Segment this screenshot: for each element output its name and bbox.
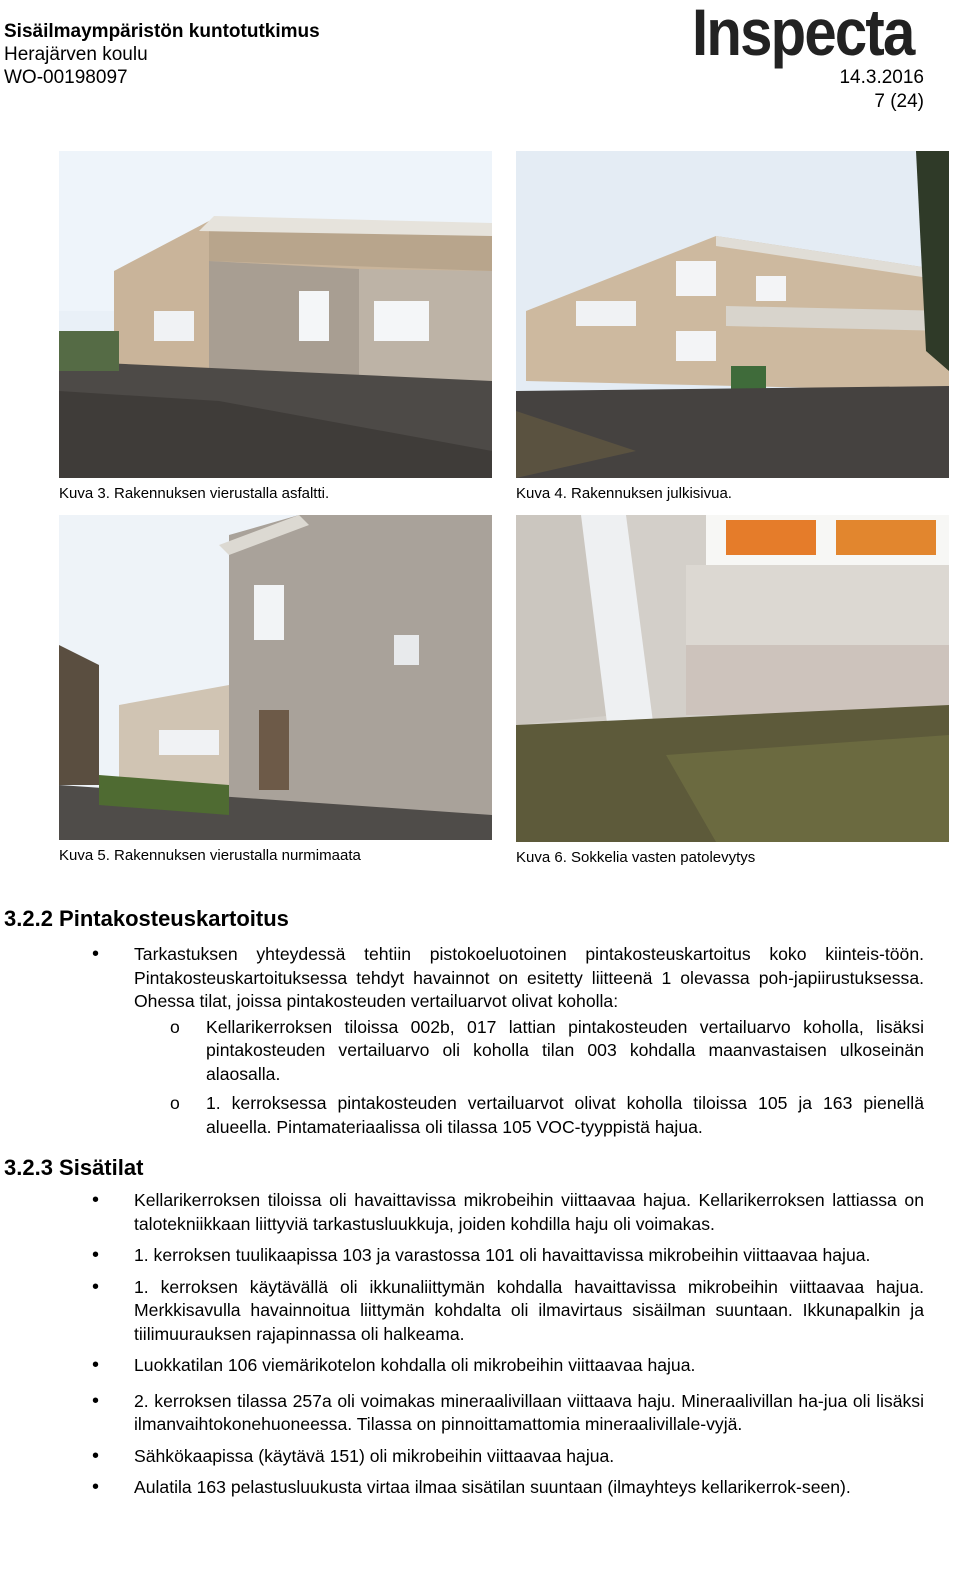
sublist-item: o 1. kerroksessa pintakosteuden vertailuarvot olivat koholla tiloissa 105 ja 163 pienellä alueella. Pintamateriaalissa oli tilassa 105 VOC-tyyppistä hajua.	[134, 1092, 924, 1139]
caption-kuva-4: Kuva 4. Rakennuksen julkisivua.	[516, 485, 732, 502]
header-meta	[839, 66, 924, 114]
photo-kuva-5	[59, 515, 492, 840]
list-item: • Sähkökaapissa (käytävä 151) oli mikrobeihin viittaavaa hajua.	[92, 1445, 924, 1469]
heading-sisatilat: 3.2.3 Sisätilat	[4, 1155, 144, 1180]
order-number: WO-00198097	[4, 67, 128, 88]
list-item: • 1. kerroksen käytävällä oli ikkunaliittymän kohdalla havaittavissa mikrobeihin viittaavaa hajua. Merkkisavulla havainnoitua liittymän kohdalta oli ilmavirtaus sisäilman suuntaan. Ikkunapalkin ja tiilimuurauksen rajapinnassa oli halkeama.	[92, 1276, 924, 1347]
list-item	[92, 943, 924, 1139]
heading-pintakosteuskartoitus: 3.2.2 Pintakosteuskartoitus	[4, 906, 289, 931]
document-title: Sisäilmaympäristön kuntotutkimus	[4, 21, 320, 42]
sublist	[134, 1016, 924, 1140]
sublist-item: o Kellarikerroksen tiloissa 002b, 017 lattian pintakosteuden vertailuarvo koholla, lisäksi pintakosteuden vertailuarvo oli koholla tilan 003 kohdalla maanvastaisen ulkoseinän alaosalla.	[134, 1016, 924, 1087]
document-subtitle: Herajärven koulu	[4, 44, 148, 65]
list-item: • 2. kerroksen tilassa 257a oli voimakas mineraalivillaan viittaava haju. Mineraalivillan ha-jua oli lisäksi ilmanvaihtokonehuoneessa. Tilassa on pinnoittamattomia mineraalivillale-vyjä.	[92, 1390, 924, 1437]
list-sisatilat	[92, 1189, 924, 1500]
caption-kuva-3: Kuva 3. Rakennuksen vierustalla asfaltti.	[59, 485, 330, 502]
list-item: • Kellarikerroksen tiloissa oli havaittavissa mikrobeihin viittaavaa hajua. Kellarikerroksen lattiassa on talotekniikkaan liittyviä tarkastusluukkuja, joiden kohdilla haju oli voimakas.	[92, 1189, 924, 1236]
bullet-text: Tarkastuksen yhteydessä tehtiin pistokoeluotoinen pintakosteuskartoitus koko kiinteis-töön. Pintakosteuskartoituksessa tehdyt havainnot on esitetty liitteenä 1 olevassa poh-japiirustuksessa. Ohessa tilat, joissa pintakosteuden vertailuarvot olivat koholla:	[134, 944, 924, 1011]
caption-kuva-6: Kuva 6. Sokkelia vasten patolevytys	[516, 849, 756, 866]
inspecta-logo: Inspecta	[692, 0, 914, 69]
list-pintakosteus	[92, 943, 924, 1145]
list-item: • Aulatila 163 pelastusluukusta virtaa ilmaa sisätilan suuntaan (ilmayhteys kellarikerrok-seen).	[92, 1476, 924, 1500]
list-item: • 1. kerroksen tuulikaapissa 103 ja varastossa 101 oli havaittavissa mikrobeihin viittaavaa hajua.	[92, 1244, 924, 1268]
page-number: 7 (24)	[874, 91, 924, 112]
document-date: 14.3.2016	[839, 67, 924, 88]
photo-kuva-6	[516, 515, 949, 842]
list-item: • Luokkatilan 106 viemärikotelon kohdalla oli mikrobeihin viittaavaa hajua.	[92, 1354, 924, 1378]
photo-kuva-4	[516, 151, 949, 478]
caption-kuva-5: Kuva 5. Rakennuksen vierustalla nurmimaata	[59, 847, 361, 864]
document-header	[4, 20, 320, 89]
photo-kuva-3	[59, 151, 492, 478]
